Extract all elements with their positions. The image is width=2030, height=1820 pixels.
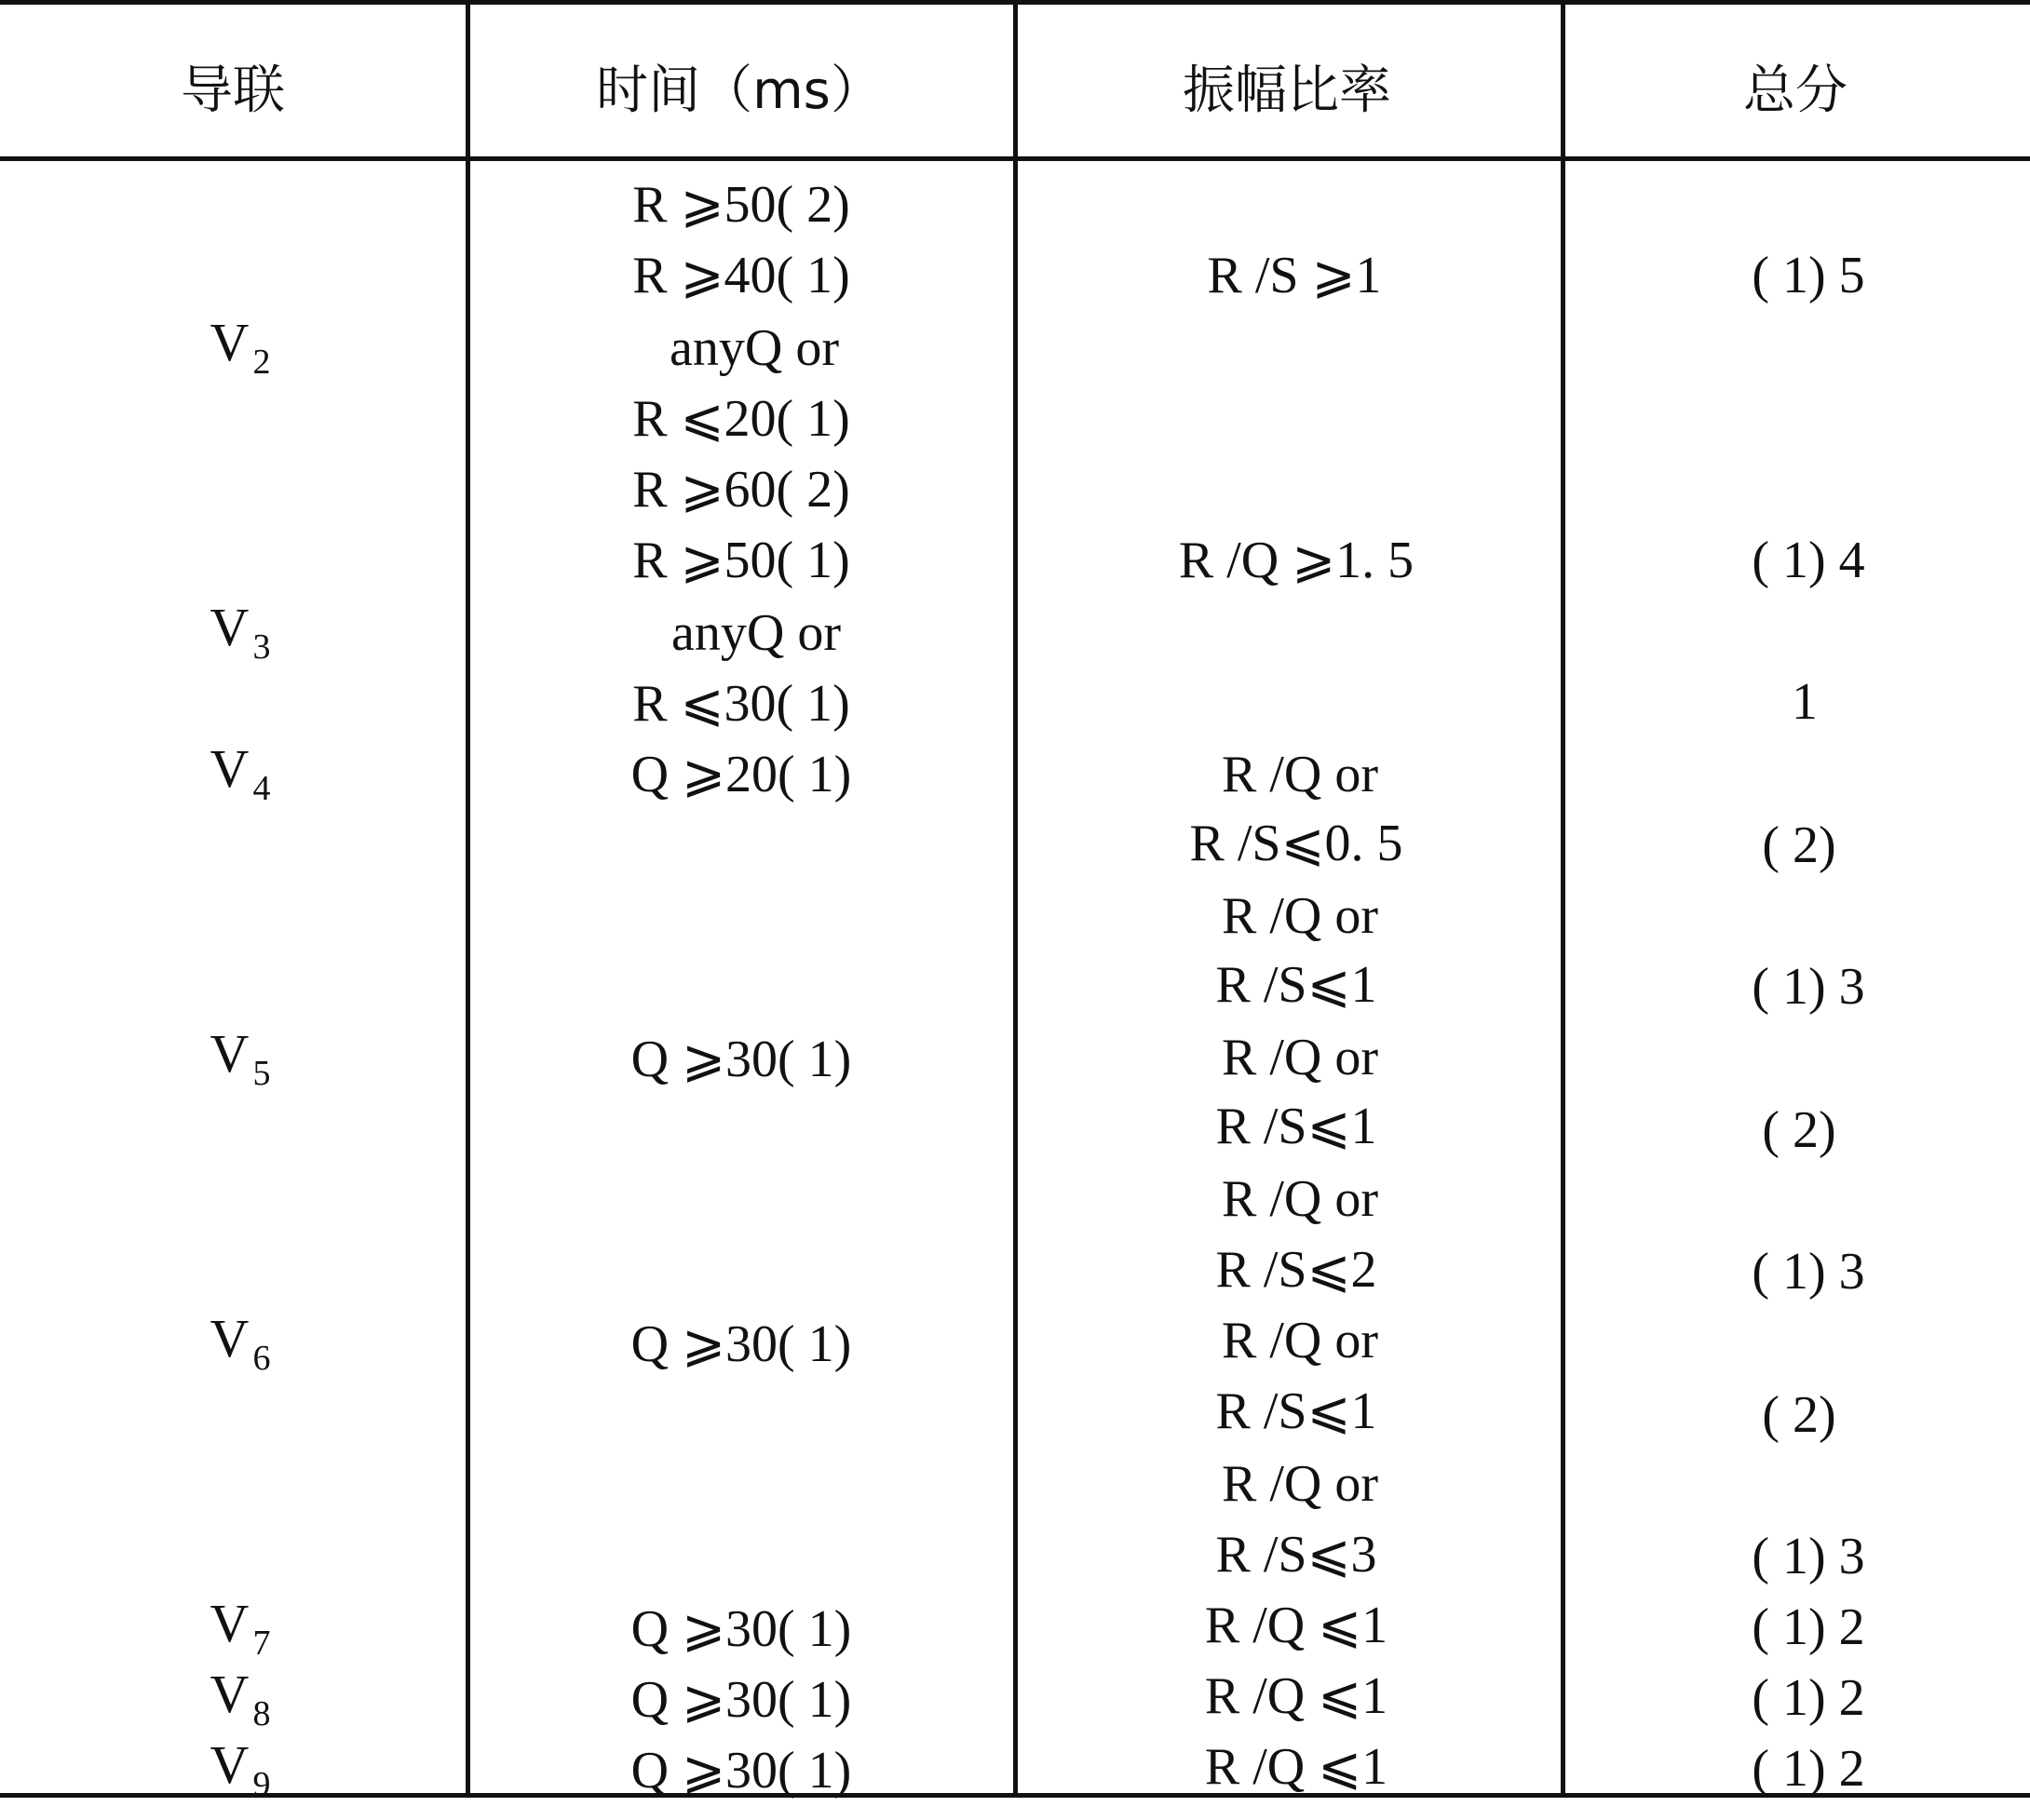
time-criterion: R ⩾60( 2) bbox=[632, 461, 850, 519]
ratio-criterion: R /S⩽3 bbox=[1215, 1526, 1377, 1584]
lead-label: V $_2$ bbox=[210, 312, 271, 382]
time-criterion: Q ⩾20( 1) bbox=[630, 746, 852, 803]
ratio-criterion: R /Q or bbox=[1222, 1312, 1378, 1369]
ratio-criterion: R /Q ⩽1 bbox=[1204, 1667, 1388, 1725]
ratio-criterion: R /S⩽1 bbox=[1215, 956, 1377, 1014]
ratio-criterion: R /S⩽2 bbox=[1215, 1241, 1377, 1299]
lead-label: V $_4$ bbox=[210, 738, 271, 808]
lead-label: V $_7$ bbox=[210, 1593, 271, 1663]
score-value: ( 1) 3 bbox=[1752, 1528, 1865, 1585]
score-value: ( 1) 3 bbox=[1752, 1243, 1865, 1301]
lead-label: V $_5$ bbox=[210, 1023, 271, 1093]
time-criterion: Q ⩾30( 1) bbox=[630, 1742, 852, 1800]
ratio-criterion: R /S⩽1 bbox=[1215, 1098, 1377, 1155]
time-criterion: R ⩽30( 1) bbox=[632, 675, 850, 733]
ratio-criterion: R /Q or bbox=[1222, 1170, 1378, 1228]
ratio-criterion: R /Q ⩾1. 5 bbox=[1178, 532, 1414, 589]
ratio-criterion: R /S ⩾1 bbox=[1207, 247, 1382, 304]
time-criterion: Q ⩾30( 1) bbox=[630, 1031, 852, 1088]
score-value: ( 1) 2 bbox=[1752, 1740, 1865, 1798]
column-divider-2 bbox=[1013, 4, 1018, 1797]
ratio-criterion: R /Q ⩽1 bbox=[1204, 1738, 1388, 1796]
header-lead: 导联 bbox=[181, 61, 285, 121]
lead-label: V $_3$ bbox=[210, 597, 271, 667]
ratio-criterion: R /Q or bbox=[1222, 746, 1378, 803]
score-value: ( 2) bbox=[1762, 1386, 1836, 1444]
ratio-criterion: R /Q ⩽1 bbox=[1204, 1597, 1388, 1654]
time-criterion: Q ⩾30( 1) bbox=[630, 1600, 852, 1658]
ratio-criterion: R /Q or bbox=[1222, 1029, 1378, 1086]
lead-label: V $_6$ bbox=[210, 1308, 271, 1378]
ratio-criterion: R /Q or bbox=[1222, 1455, 1378, 1513]
time-criterion: anyQ or bbox=[670, 319, 839, 377]
ratio-criterion: R /Q or bbox=[1222, 887, 1378, 945]
time-criterion: R ⩽20( 1) bbox=[632, 390, 850, 448]
ratio-criterion: R /S⩽1 bbox=[1215, 1382, 1377, 1440]
time-criterion: anyQ or bbox=[671, 604, 841, 662]
lead-label: V $_9$ bbox=[210, 1734, 271, 1804]
column-divider-1 bbox=[466, 4, 470, 1797]
score-value: ( 1) 5 bbox=[1752, 247, 1865, 304]
score-value: ( 2) bbox=[1762, 816, 1836, 874]
ratio-criterion: R /S⩽0. 5 bbox=[1189, 815, 1403, 872]
score-value: ( 1) 2 bbox=[1752, 1598, 1865, 1656]
header-time: 时间（ms） bbox=[596, 61, 883, 121]
score-value: ( 1) 4 bbox=[1752, 532, 1865, 589]
time-criterion: Q ⩾30( 1) bbox=[630, 1315, 852, 1373]
time-criterion: R ⩾50( 1) bbox=[632, 532, 850, 589]
score-value: ( 2) bbox=[1762, 1101, 1836, 1159]
column-divider-3 bbox=[1561, 4, 1565, 1797]
time-criterion: R ⩾40( 1) bbox=[632, 247, 850, 304]
time-criterion: R ⩾50( 2) bbox=[632, 176, 850, 234]
time-criterion: Q ⩾30( 1) bbox=[630, 1671, 852, 1729]
score-value: ( 1) 3 bbox=[1752, 958, 1865, 1016]
header-ratio: 振幅比率 bbox=[1183, 61, 1391, 121]
header-score: 总分 bbox=[1743, 61, 1847, 121]
score-value: ( 1) 2 bbox=[1752, 1669, 1865, 1727]
score-value: 1 bbox=[1792, 673, 1818, 731]
lead-label: V $_8$ bbox=[210, 1664, 271, 1733]
